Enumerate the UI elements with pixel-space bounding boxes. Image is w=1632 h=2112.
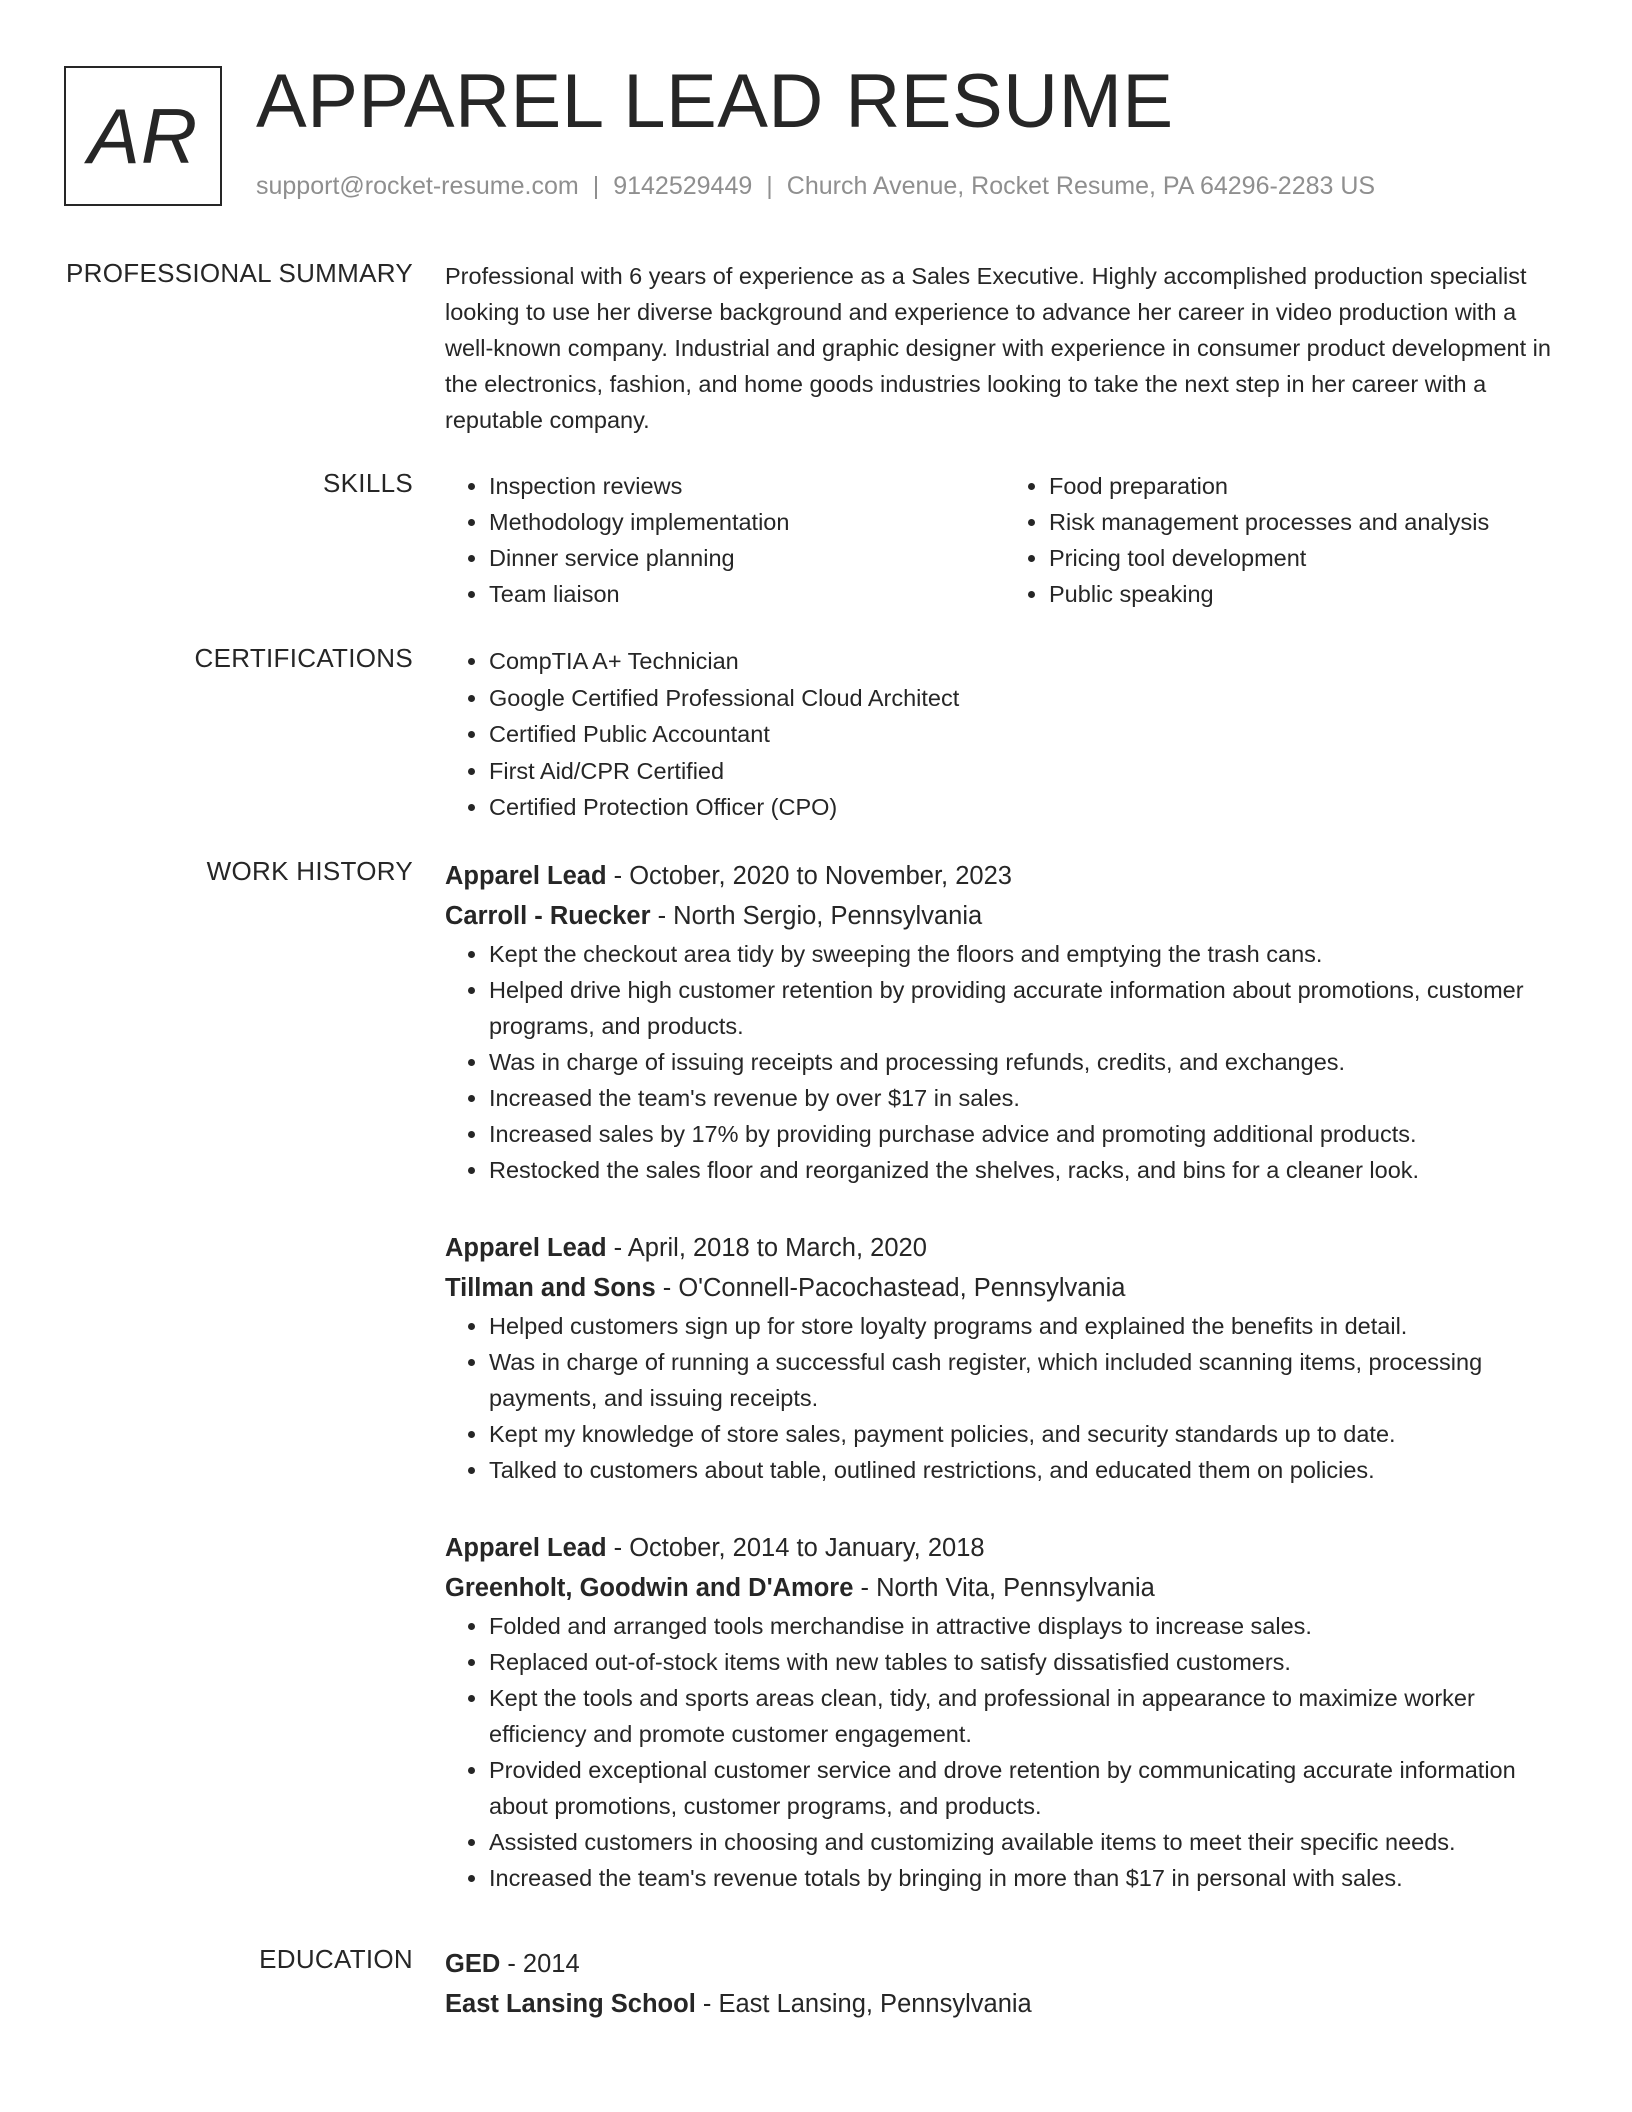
job-dates: - April, 2018 to March, 2020 bbox=[606, 1234, 927, 1262]
job-role: Apparel Lead bbox=[445, 862, 607, 890]
skill-item: • Methodology implementation bbox=[489, 504, 1005, 540]
certification-item: • Certified Protection Officer (CPO) bbox=[489, 789, 1565, 826]
skill-item: • Food preparation bbox=[1049, 468, 1565, 504]
job-dates: - October, 2014 to January, 2018 bbox=[606, 1534, 985, 1562]
job-entry bbox=[445, 856, 1565, 1188]
job-bullet: • Increased the team's revenue totals by bringing in more than $17 in personal with sales. bbox=[489, 1860, 1565, 1896]
contact-line bbox=[256, 172, 1375, 201]
job-title-line bbox=[445, 1228, 1565, 1268]
job-company: Carroll - Ruecker bbox=[445, 902, 651, 930]
job-dates: - October, 2020 to November, 2023 bbox=[606, 862, 1012, 890]
contact-email[interactable]: support@rocket-resume.com bbox=[256, 172, 579, 200]
job-bullet: • Was in charge of issuing receipts and processing refunds, credits, and exchanges. bbox=[489, 1044, 1565, 1080]
work-history-heading: WORK HISTORY bbox=[206, 856, 413, 886]
job-bullets bbox=[445, 1308, 1565, 1488]
education-location: - East Lansing, Pennsylvania bbox=[695, 1990, 1032, 2018]
education-year: - 2014 bbox=[500, 1950, 580, 1978]
job-bullet: • Kept the checkout area tidy by sweeping the floors and emptying the trash cans. bbox=[489, 936, 1565, 972]
resume-title: APPAREL LEAD RESUME bbox=[256, 59, 1174, 144]
skill-item: • Dinner service planning bbox=[489, 540, 1005, 576]
job-location: - O'Connell-Pacochastead, Pennsylvania bbox=[655, 1274, 1126, 1302]
job-bullet: • Restocked the sales floor and reorganized the shelves, racks, and bins for a cleaner look. bbox=[489, 1152, 1565, 1188]
job-role: Apparel Lead bbox=[445, 1534, 607, 1562]
skill-item: • Team liaison bbox=[489, 576, 1005, 612]
job-bullet: • Replaced out-of-stock items with new tables to satisfy dissatisfied customers. bbox=[489, 1644, 1565, 1680]
job-company: Greenholt, Goodwin and D'Amore bbox=[445, 1574, 854, 1602]
certifications-list bbox=[445, 643, 1565, 826]
contact-separator: | bbox=[766, 172, 773, 200]
monogram-box bbox=[64, 66, 222, 206]
education-heading: EDUCATION bbox=[259, 1944, 413, 1974]
certifications-heading: CERTIFICATIONS bbox=[194, 643, 413, 673]
summary-heading: PROFESSIONAL SUMMARY bbox=[66, 258, 413, 288]
education-degree: GED bbox=[445, 1950, 501, 1978]
job-bullets bbox=[445, 1608, 1565, 1896]
job-bullet: • Helped drive high customer retention by providing accurate information about promotions, customer programs, and products. bbox=[489, 972, 1565, 1044]
job-bullet: • Assisted customers in choosing and customizing available items to meet their specific needs. bbox=[489, 1824, 1565, 1860]
skill-item: • Pricing tool development bbox=[1049, 540, 1565, 576]
job-bullets bbox=[445, 936, 1565, 1188]
skills-column-left bbox=[445, 468, 1005, 612]
job-entry bbox=[445, 1528, 1565, 1896]
job-bullet: • Kept the tools and sports areas clean, tidy, and professional in appearance to maximize worker efficiency and promote customer engagement. bbox=[489, 1680, 1565, 1752]
job-entry bbox=[445, 1228, 1565, 1488]
job-title-line bbox=[445, 856, 1565, 896]
job-bullet: • Increased the team's revenue by over $17 in sales. bbox=[489, 1080, 1565, 1116]
job-company: Tillman and Sons bbox=[445, 1274, 656, 1302]
job-company-line bbox=[445, 1268, 1565, 1308]
skill-item: • Risk management processes and analysis bbox=[1049, 504, 1565, 540]
skills-heading: SKILLS bbox=[323, 468, 413, 498]
contact-phone[interactable]: 9142529449 bbox=[613, 172, 753, 200]
job-title-line bbox=[445, 1528, 1565, 1568]
monogram-initials: AR bbox=[87, 91, 199, 180]
skills-grid bbox=[445, 468, 1565, 612]
job-location: - North Sergio, Pennsylvania bbox=[650, 902, 983, 930]
job-role: Apparel Lead bbox=[445, 1234, 607, 1262]
skills-column-right bbox=[1005, 468, 1565, 612]
summary-body bbox=[445, 258, 1565, 438]
certification-item: • Google Certified Professional Cloud Architect bbox=[489, 680, 1565, 717]
job-company-line bbox=[445, 896, 1565, 936]
job-bullet: • Was in charge of running a successful cash register, which included scanning items, processing payments, and issuing receipts. bbox=[489, 1344, 1565, 1416]
certifications-body bbox=[445, 643, 1565, 826]
job-bullet: • Kept my knowledge of store sales, payment policies, and security standards up to date. bbox=[489, 1416, 1565, 1452]
summary-text: Professional with 6 years of experience as a Sales Executive. Highly accomplished production specialist looking to use her diverse background and experience to advance her career in video production with a well-known company. Industrial and graphic designer with experience in consumer product development in the electronics, fashion, and home goods industries looking to take the next step in her career with a reputable company. bbox=[445, 263, 1551, 433]
education-school: East Lansing School bbox=[445, 1990, 696, 2018]
certification-item: • First Aid/CPR Certified bbox=[489, 753, 1565, 790]
skill-item: • Inspection reviews bbox=[489, 468, 1005, 504]
job-bullet: • Helped customers sign up for store loyalty programs and explained the benefits in detail. bbox=[489, 1308, 1565, 1344]
work-history-body bbox=[445, 856, 1565, 1936]
skills-body bbox=[445, 468, 1565, 612]
contact-address: Church Avenue, Rocket Resume, PA 64296-2283 US bbox=[786, 172, 1376, 200]
education-body bbox=[445, 1944, 1565, 2024]
contact-separator: | bbox=[592, 172, 600, 200]
skill-item: • Public speaking bbox=[1049, 576, 1565, 612]
certification-item: • CompTIA A+ Technician bbox=[489, 643, 1565, 680]
job-company-line bbox=[445, 1568, 1565, 1608]
education-school-line bbox=[445, 1984, 1565, 2024]
job-location: - North Vita, Pennsylvania bbox=[853, 1574, 1155, 1602]
certification-item: • Certified Public Accountant bbox=[489, 716, 1565, 753]
job-bullet: • Provided exceptional customer service and drove retention by communicating accurate information about promotions, customer programs, and products. bbox=[489, 1752, 1565, 1824]
job-bullet: • Increased sales by 17% by providing purchase advice and promoting additional products. bbox=[489, 1116, 1565, 1152]
job-bullet: • Talked to customers about table, outlined restrictions, and educated them on policies. bbox=[489, 1452, 1565, 1488]
education-degree-line bbox=[445, 1944, 1565, 1984]
job-bullet: • Folded and arranged tools merchandise in attractive displays to increase sales. bbox=[489, 1608, 1565, 1644]
